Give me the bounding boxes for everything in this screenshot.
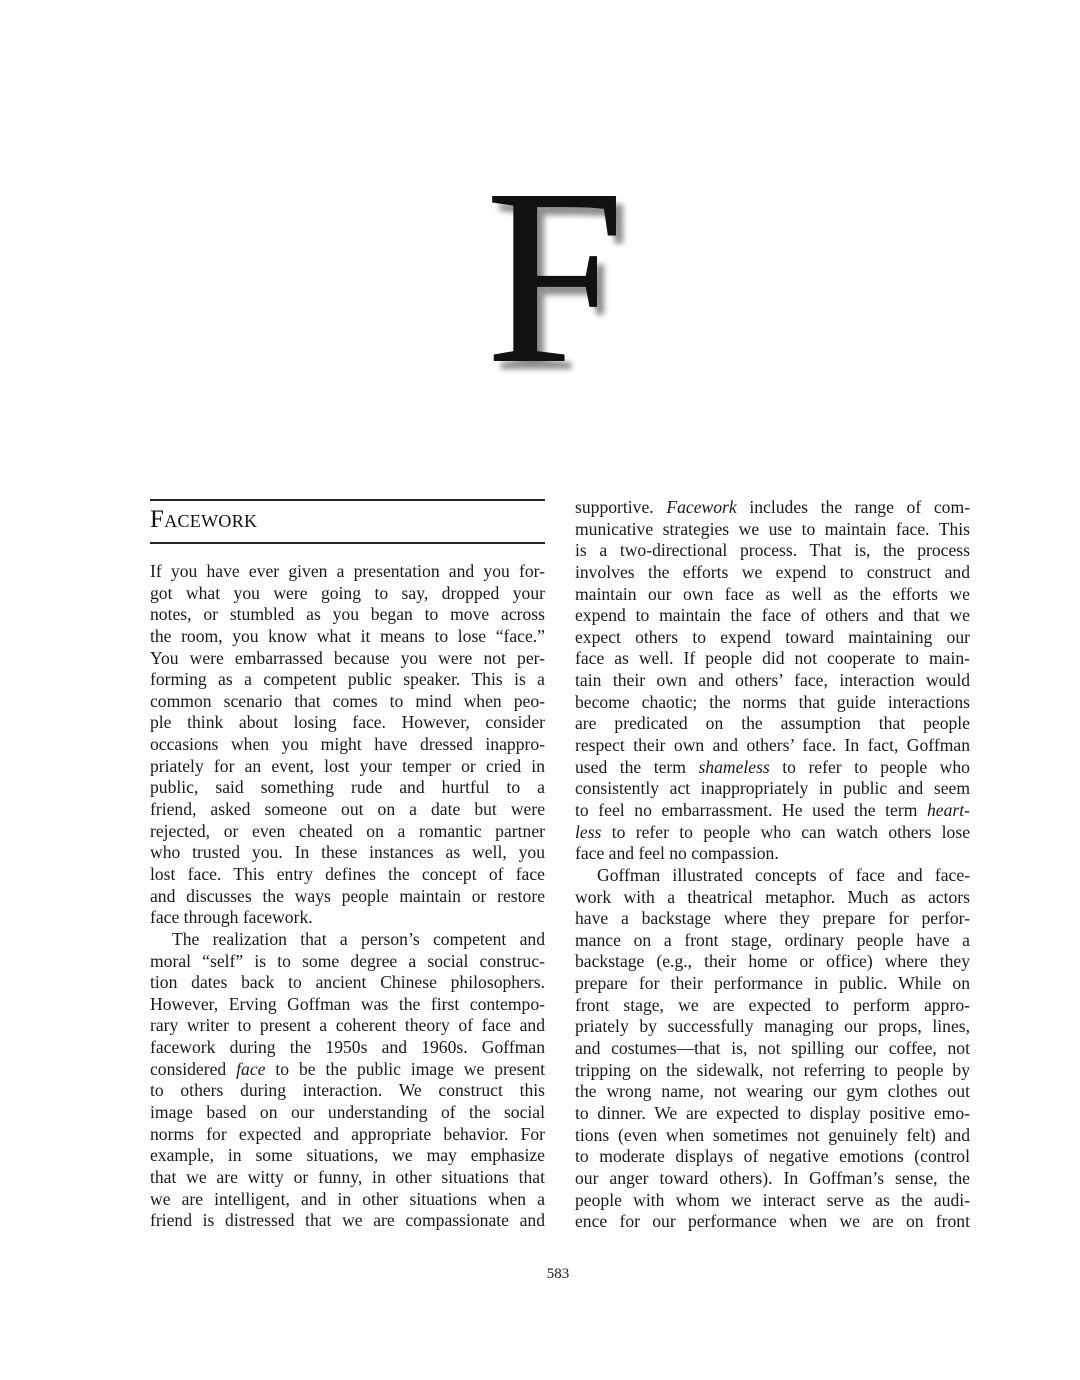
text-line: priately for an event, lost your temper or cried in xyxy=(150,755,545,776)
text-line: forming as a competent public speaker. This is a xyxy=(150,669,545,690)
text-line: have a backstage where they prepare for perfor- xyxy=(575,908,970,929)
text-line: Goffman illustrated concepts of face and face- xyxy=(597,864,970,885)
text-line: expect others to expend toward maintaining our xyxy=(575,626,970,647)
text-line: got what you were going to say, dropped your xyxy=(150,582,545,603)
text-line: lost face. This entry defines the concept of face xyxy=(150,863,545,884)
text-line: ence for our performance when we are on front xyxy=(575,1211,970,1232)
text-line: we are intelligent, and in other situations when a xyxy=(150,1188,545,1209)
text-line: consistently act inappropriately in public and seem xyxy=(575,778,970,799)
right-column xyxy=(575,497,970,1233)
text-line: ple think about losing face. However, consider xyxy=(150,712,545,733)
text-line: considered face to be the public image we present xyxy=(150,1058,546,1079)
text-line: to others during interaction. We construct this xyxy=(150,1080,545,1101)
text-line: rejected, or even cheated on a romantic partner xyxy=(150,820,545,841)
text-line: and costumes—that is, not spilling our coffee, not xyxy=(575,1038,970,1059)
text-line: prepare for their performance in public. While on xyxy=(575,973,970,994)
text-line: If you have ever given a presentation and you for- xyxy=(150,561,545,581)
text-line: the wrong name, not wearing our gym clothes out xyxy=(575,1081,970,1102)
text-line: less to refer to people who can watch others lose xyxy=(575,821,970,842)
text-line: tripping on the sidewalk, not referring to people by xyxy=(575,1059,970,1080)
text-line: tain their own and others’ face, interaction would xyxy=(575,670,970,691)
text-line: face through facework. xyxy=(150,907,313,928)
text-line: example, in some situations, we may emphasize xyxy=(150,1145,545,1166)
text-line: tion dates back to ancient Chinese philosophers. xyxy=(150,972,545,993)
text-line: who trusted you. In these instances as well, you xyxy=(150,842,545,863)
italic-term: face xyxy=(236,1058,266,1079)
text-line: face as well. If people did not cooperate to main- xyxy=(575,648,970,669)
italic-term: less xyxy=(575,821,602,842)
text-line: become chaotic; the norms that guide interactions xyxy=(575,691,970,712)
text-line: tions (even when sometimes not genuinely felt) and xyxy=(575,1124,970,1145)
heading-bottom-rule xyxy=(150,542,545,544)
text-line: norms for expected and appropriate behavior. For xyxy=(150,1123,545,1144)
text-line: the room, you know what it means to lose “face.” xyxy=(150,625,545,646)
text-line: that we are witty or funny, in other situations that xyxy=(150,1166,545,1187)
text-line: facework during the 1950s and 1960s. Goffman xyxy=(150,1037,545,1058)
left-column xyxy=(150,561,545,1232)
text-line: friend, asked someone out on a date but were xyxy=(150,799,545,820)
italic-term: shameless xyxy=(698,756,770,777)
text-line: to moderate displays of negative emotions (control xyxy=(575,1146,970,1167)
text-line: to dinner. We are expected to display positive emo- xyxy=(575,1102,970,1123)
text-line: and discusses the ways people maintain or restore xyxy=(150,885,545,906)
text-line: mance on a front stage, ordinary people have a xyxy=(575,929,970,950)
italic-term: Facework xyxy=(666,497,737,517)
text-line: occasions when you might have dressed inappro- xyxy=(150,734,545,755)
text-line: maintain our own face as well as the efforts we xyxy=(575,583,970,604)
text-line: municative strategies we use to maintain face. This xyxy=(575,518,970,539)
page-number: 583 xyxy=(546,1266,570,1282)
text-line: face and feel no compassion. xyxy=(575,843,779,864)
text-line: expend to maintain the face of others and that we xyxy=(575,605,970,626)
text-line: friend is distressed that we are compassionate and xyxy=(150,1210,545,1231)
text-line: rary writer to present a coherent theory of face and xyxy=(150,1015,545,1036)
text-line: is a two-directional process. That is, the process xyxy=(575,540,970,561)
text-line: image based on our understanding of the social xyxy=(150,1102,545,1123)
chapter-letter: F xyxy=(484,136,626,416)
text-line: You were embarrassed because you were not per- xyxy=(150,647,545,668)
text-line: involves the efforts we expend to construct and xyxy=(575,561,970,582)
text-line: our anger toward others). In Goffman’s sense, the xyxy=(575,1167,970,1188)
text-line: However, Erving Goffman was the first contempo- xyxy=(150,993,545,1014)
text-line: used the term shameless to refer to people who xyxy=(575,756,970,777)
text-line: backstage (e.g., their home or office) where they xyxy=(575,951,970,972)
text-line: priately by successfully managing our props, lines, xyxy=(575,1016,970,1037)
text-line: front stage, we are expected to perform appro- xyxy=(575,994,970,1015)
text-line: people with whom we interact serve as the audi- xyxy=(575,1189,970,1210)
text-line: notes, or stumbled as you began to move across xyxy=(150,604,545,625)
text-line: supportive. Facework includes the range of com- xyxy=(575,497,970,517)
heading-top-rule xyxy=(150,499,545,501)
text-line: to feel no embarrassment. He used the term heart- xyxy=(575,799,970,820)
text-line: public, said something rude and hurtful to a xyxy=(150,777,545,798)
text-line: moral “self” is to some degree a social construc- xyxy=(150,950,545,971)
text-line: The realization that a person’s competent and xyxy=(172,928,545,949)
text-line: work with a theatrical metaphor. Much as actors xyxy=(575,886,970,907)
italic-term: heart- xyxy=(927,799,970,820)
entry-title: Facework xyxy=(150,506,258,533)
text-line: are predicated on the assumption that people xyxy=(575,713,970,734)
text-line: common scenario that comes to mind when peo- xyxy=(150,690,545,711)
text-line: respect their own and others’ face. In fact, Goffman xyxy=(575,735,970,756)
